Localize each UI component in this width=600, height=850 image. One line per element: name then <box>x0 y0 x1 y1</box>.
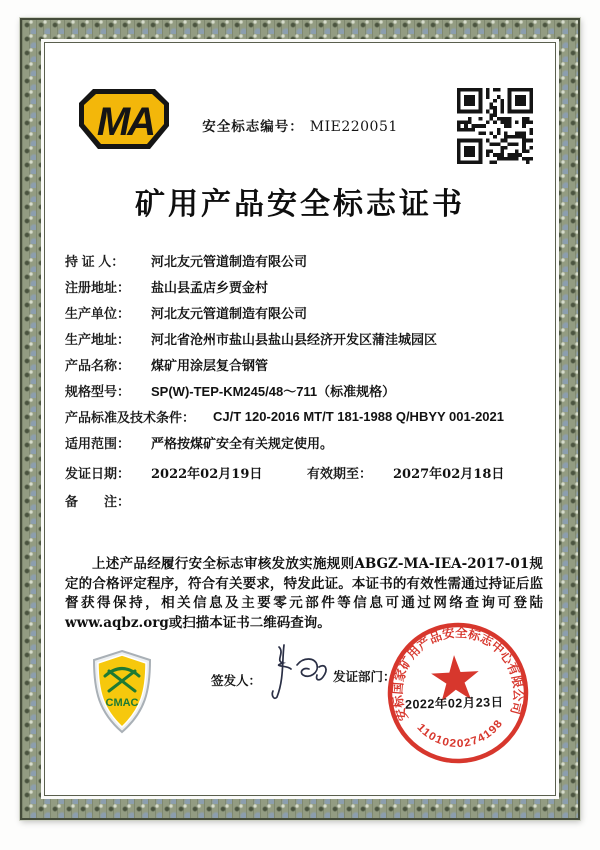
field-row-manufacturer <box>65 299 547 325</box>
certificate-title: 矿用产品安全标志证书 <box>135 188 465 221</box>
ornate-border <box>20 18 580 820</box>
certificate-sheet <box>44 42 556 796</box>
field-value: 煤矿用涂层复合钢管 <box>151 358 269 374</box>
field-value: CJ/T 120-2016 MT/T 181-1988 Q/HBYY 001-2021 <box>213 408 504 424</box>
mark-number-label: 安全标志编号： <box>202 119 304 134</box>
cmac-logo-text: CMAC <box>105 697 139 709</box>
ma-logo-text: MA <box>96 100 154 144</box>
field-row-product-name <box>65 351 547 377</box>
field-label: 产品名称： <box>65 357 131 373</box>
seal-date: 2022年02月23日 <box>404 695 504 712</box>
valid-until-value: 2027年02月18日 <box>393 466 505 482</box>
field-label: 规格型号： <box>65 383 131 399</box>
valid-until-label: 有效期至： <box>307 465 373 481</box>
field-label: 产品标准及技术条件： <box>65 409 196 425</box>
field-value: 河北省沧州市盐山县盐山县经济开发区蒲洼城园区 <box>151 332 438 348</box>
seal-number-holder <box>414 717 507 753</box>
mark-number-value: MIE220051 <box>309 119 398 135</box>
field-value: 河北友元管道制造有限公司 <box>151 254 308 270</box>
seal-org-text: 安标国家矿用产品安全标志中心有限公司 <box>390 625 526 723</box>
field-label: 生产地址： <box>65 331 131 347</box>
field-row-scope <box>65 429 547 455</box>
field-row-model-spec <box>65 377 547 403</box>
seal-number: 1101020274198 <box>414 717 506 751</box>
qr-code <box>457 88 533 164</box>
certificate-fields <box>65 247 547 513</box>
remark-row <box>65 487 547 513</box>
cmac-shield-logo <box>91 649 153 735</box>
field-row-production-address <box>65 325 547 351</box>
field-label: 适用范围： <box>65 435 131 451</box>
field-value: 严格按煤矿安全有关规定使用。 <box>151 436 334 452</box>
field-value: 盐山县孟店乡贾金村 <box>151 280 269 296</box>
remark-label: 备 注： <box>65 493 131 509</box>
field-row-standards <box>65 403 547 429</box>
field-label: 注册地址： <box>65 279 131 295</box>
signer-label: 签发人： <box>211 674 262 688</box>
field-value: 河北友元管道制造有限公司 <box>151 306 308 322</box>
field-row-holder <box>65 247 547 273</box>
signature-strokes <box>272 645 326 698</box>
field-row-registered-address <box>65 273 547 299</box>
dates-row <box>65 459 547 485</box>
cmac-shield-inner <box>98 655 146 727</box>
field-value: SP(W)-TEP-KM245/48～711（标准规格） <box>151 383 396 399</box>
issue-date-value: 2022年02月19日 <box>151 466 263 482</box>
issuer-signature <box>257 639 337 703</box>
issue-date-label: 发证日期： <box>65 465 131 481</box>
certificate-statement: 上述产品经履行安全标志审核发放实施规则ABGZ-MA-IEA-2017-01规定的合格评定程序，符合有关要求，特发此证。本证书的有效性需通过持证后监督获得保持，相关信息及主要零元部件等信息可通过网络查询可登陆www.aqbz.org或扫描本证书二维码查询。 <box>65 556 543 631</box>
issuer-label: 发证部门： <box>333 670 396 684</box>
field-label: 持 证 人： <box>65 253 125 269</box>
field-label: 生产单位： <box>65 305 131 321</box>
